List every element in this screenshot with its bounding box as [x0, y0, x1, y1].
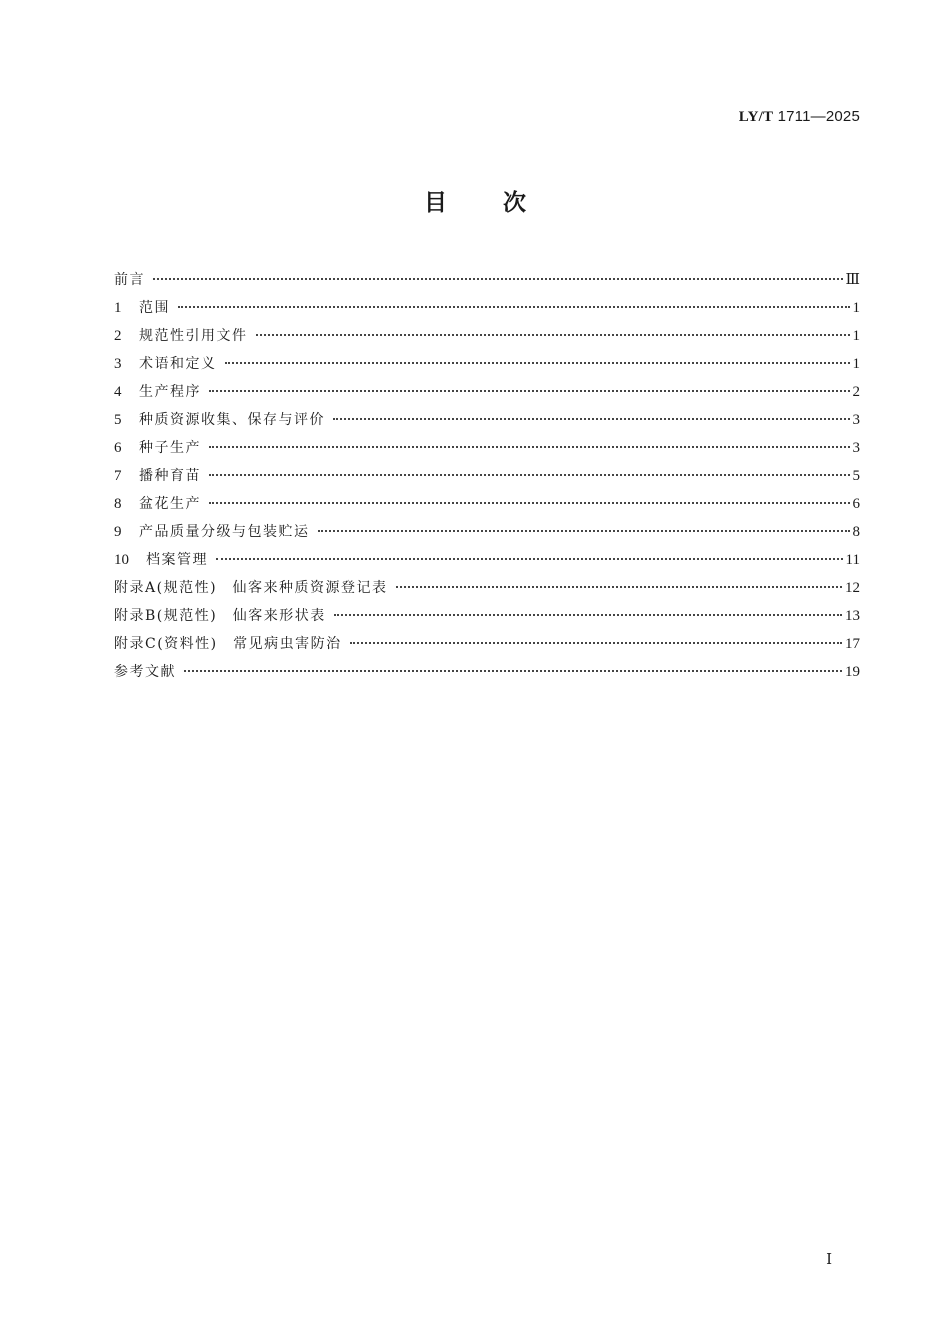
toc-entry-label: 规范性引用文件	[139, 328, 248, 344]
toc-entry-foreword[interactable]	[114, 266, 860, 294]
toc-entry-label: 档案管理	[146, 552, 208, 568]
standard-code	[739, 108, 860, 126]
toc-entry-label: 盆花生产	[139, 496, 201, 512]
toc-entry-label: 种子生产	[139, 440, 201, 456]
toc-entry-5[interactable]	[114, 406, 860, 434]
toc-entry-label: 生产程序	[139, 384, 201, 400]
toc-entry-page: 12	[845, 580, 860, 596]
toc-entry-label: 前言	[114, 272, 145, 288]
toc-leader-dots	[333, 418, 850, 420]
toc-entry-page: 3	[852, 440, 860, 456]
toc-leader-dots	[178, 306, 850, 308]
toc-entry-number: 7	[114, 468, 122, 484]
toc-leader-dots	[184, 670, 842, 672]
toc-entry-label: 种质资源收集、保存与评价	[139, 412, 325, 428]
standard-code-prefix: LY/T	[738, 109, 774, 125]
toc-entry-3[interactable]	[114, 350, 860, 378]
standard-code-number: 1711—2025	[777, 108, 860, 125]
toc-entry-label: 术语和定义	[139, 356, 217, 372]
toc-entry-number: 9	[114, 524, 122, 540]
toc-entry-number: 4	[114, 384, 122, 400]
toc-entry-page: 1	[852, 300, 860, 316]
toc-entry-appendix-b[interactable]	[114, 602, 860, 630]
toc-leader-dots	[334, 614, 842, 616]
page-number: Ⅰ	[826, 1252, 832, 1268]
toc-entry-page: 8	[852, 524, 860, 540]
toc-entry-appendix-c[interactable]	[114, 630, 860, 658]
toc-entry-page: Ⅲ	[845, 272, 860, 288]
toc-leader-dots	[153, 278, 843, 280]
toc-entry-number: 2	[114, 328, 122, 344]
toc-entry-page: 2	[852, 384, 860, 400]
toc-leader-dots	[216, 558, 843, 560]
toc-entry-9[interactable]	[114, 518, 860, 546]
toc-entry-4[interactable]	[114, 378, 860, 406]
toc-entry-page: 11	[845, 552, 860, 568]
toc-entry-page: 1	[852, 328, 860, 344]
toc-entry-number: 3	[114, 356, 122, 372]
toc-entry-7[interactable]	[114, 462, 860, 490]
toc-leader-dots	[225, 362, 850, 364]
toc-entry-number: 1	[114, 300, 122, 316]
toc-entry-number: 6	[114, 440, 122, 456]
toc-entry-page: 3	[852, 412, 860, 428]
toc-entry-page: 17	[845, 636, 860, 652]
toc-entry-references[interactable]	[114, 658, 860, 686]
toc-entry-page: 1	[852, 356, 860, 372]
toc-entry-6[interactable]	[114, 434, 860, 462]
toc-entry-1[interactable]	[114, 294, 860, 322]
toc-entry-label: 产品质量分级与包装贮运	[139, 524, 310, 540]
toc-entry-label: 范围	[139, 300, 170, 316]
toc-leader-dots	[350, 642, 842, 644]
toc-entry-10[interactable]	[114, 546, 860, 574]
toc-entry-page: 13	[845, 608, 860, 624]
toc-entry-number: 8	[114, 496, 122, 512]
toc-entry-appendix-a[interactable]	[114, 574, 860, 602]
toc-entry-label: 参考文献	[114, 664, 176, 680]
toc-entry-2[interactable]	[114, 322, 860, 350]
toc-entry-label: 附录A(规范性) 仙客来种质资源登记表	[114, 580, 388, 596]
toc-entry-label: 播种育苗	[139, 468, 201, 484]
toc-entry-8[interactable]	[114, 490, 860, 518]
toc-entry-number: 10	[114, 552, 129, 568]
toc-leader-dots	[256, 334, 850, 336]
toc-entry-page: 5	[852, 468, 860, 484]
toc-leader-dots	[318, 530, 850, 532]
toc-leader-dots	[396, 586, 842, 588]
toc-leader-dots	[209, 474, 850, 476]
toc-entry-label: 附录B(规范性) 仙客来形状表	[114, 608, 326, 624]
toc-leader-dots	[209, 502, 850, 504]
toc-entry-page: 6	[852, 496, 860, 512]
toc-entry-page: 19	[845, 664, 860, 680]
toc-leader-dots	[209, 446, 850, 448]
page-title: 目次	[424, 190, 582, 216]
toc-entry-number: 5	[114, 412, 122, 428]
table-of-contents	[114, 266, 860, 686]
toc-leader-dots	[209, 390, 850, 392]
toc-entry-label: 附录C(资料性) 常见病虫害防治	[114, 636, 342, 652]
